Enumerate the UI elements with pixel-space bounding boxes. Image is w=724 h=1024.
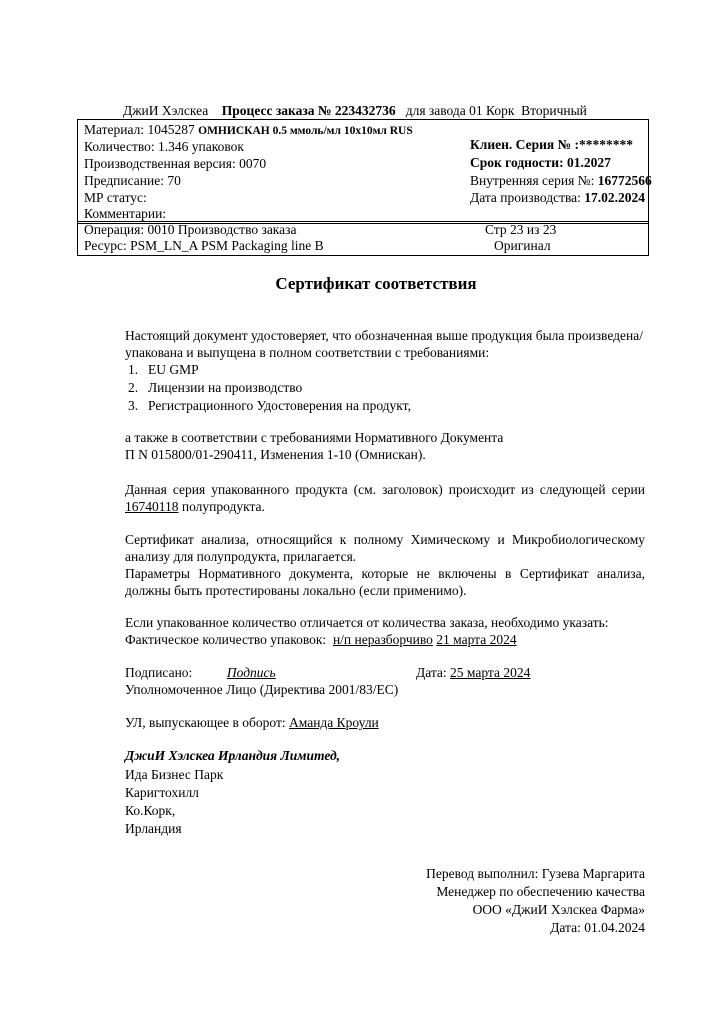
translator-date: Дата: 01.04.2024	[550, 920, 645, 935]
production-date	[470, 190, 645, 206]
list-number: 1.	[128, 362, 139, 377]
header-company: ДжиИ Хэлскеа	[123, 103, 209, 118]
operation-box	[77, 221, 649, 256]
signed-date-value: 25 марта 2024	[450, 665, 531, 680]
address-line: Ида Бизнес Парк	[125, 767, 224, 782]
normative-line-1: а также в соответствии с требованиями Нормативного Документа	[125, 430, 504, 445]
resource-line: Ресурс: PSM_LN_A PSM Packaging line B	[84, 238, 324, 253]
actual-quantity-label: Фактическое количество упаковок:	[125, 632, 327, 647]
translator-company: ООО «ДжиИ Хэлскеа Фарма»	[472, 902, 645, 917]
address-line: Ирландия	[125, 821, 182, 836]
original-label: Оригинал	[494, 238, 551, 253]
client-series: Клиен. Серия № :********	[470, 137, 633, 152]
actual-quantity-value: н/п неразборчиво	[332, 632, 433, 647]
released-by-line	[125, 715, 379, 731]
list-item	[128, 379, 411, 397]
series-suffix: полупродукта.	[178, 499, 265, 514]
quantity-line: Количество: 1.346 упаковок	[84, 139, 244, 154]
translator-position: Менеджер по обеспечению качества	[436, 884, 645, 899]
prod-version-line: Производственная версия: 0070	[84, 156, 267, 171]
translator-block	[426, 865, 645, 937]
released-by-label: УЛ, выпускающее в оборот:	[125, 715, 286, 730]
list-text: Регистрационного Удостоверения на продукт,	[148, 398, 411, 413]
signature-value: Подпись	[226, 665, 276, 680]
material-code: 1045287	[147, 122, 195, 137]
address-line: Ко.Корк,	[125, 803, 176, 818]
prescription-line: Предписание: 70	[84, 173, 181, 188]
released-by-name: Аманда Кроули	[289, 715, 379, 730]
translator-name: Перевод выполнил: Гузева Маргарита	[426, 866, 645, 881]
analysis-paragraph: Сертификат анализа, относящийся к полному Химическому и Микробиологическому анализу для полупродукта, прилагается.	[125, 532, 645, 564]
signed-line	[125, 665, 310, 681]
params-paragraph: Параметры Нормативного документа, которые не включены в Сертификат анализа, должны быть протестированы локально (если применимо).	[125, 566, 645, 598]
normative-line-2: П N 015800/01-290411, Изменения 1-10 (Омнискан).	[125, 447, 426, 462]
operation-line: Операция: 0010 Производство заказа	[84, 222, 297, 237]
internal-series	[470, 173, 652, 189]
intro-paragraph: Настоящий документ удостоверяет, что обозначенная выше продукция была произведена/ упакована и выпущена в полном соответствии с требованиями:	[125, 328, 643, 360]
requirements-list	[128, 361, 411, 415]
material-line	[84, 122, 413, 138]
series-text: Данная серия упакованного продукта (см. заголовок) происходит из следующей серии	[125, 482, 645, 497]
company-address	[125, 766, 223, 838]
material-label: Материал:	[84, 122, 145, 137]
material-name: ОМНИСКАН 0.5 ммоль/мл 10x10мл RUS	[198, 125, 413, 137]
production-date-label: Дата производства:	[470, 190, 581, 205]
header-copy-type: Вторичный	[521, 103, 587, 118]
document-header	[123, 103, 587, 119]
signed-date-label: Дата:	[416, 665, 447, 680]
address-line: Каригтохилл	[125, 785, 199, 800]
actual-quantity-date: 21 марта 2024	[436, 632, 517, 647]
list-text: Лицензии на производство	[148, 380, 303, 395]
material-info-box	[77, 119, 652, 224]
header-plant: для завода 01 Корк	[405, 103, 515, 118]
comments-line: Комментарии:	[84, 206, 167, 221]
company-name: ДжиИ Хэлскеа Ирландия Лимитед,	[125, 748, 341, 763]
quantity-note: Если упакованное количество отличается от количества заказа, необходимо указать:	[125, 615, 609, 630]
production-date-value: 17.02.2024	[584, 190, 646, 205]
expiry-date: Срок годности: 01.2027	[470, 155, 611, 170]
list-item	[128, 361, 411, 379]
series-paragraph	[125, 481, 645, 515]
signed-label: Подписано:	[125, 665, 193, 680]
mp-status-line: МР статус:	[84, 190, 147, 205]
list-number: 3.	[128, 398, 139, 413]
list-text: EU GMP	[148, 362, 199, 377]
signed-date	[416, 665, 530, 681]
actual-quantity-line	[125, 632, 517, 648]
page-title: Сертификат соответствия	[275, 274, 477, 293]
series-number: 16740118	[125, 499, 179, 514]
internal-series-label: Внутренняя серия №:	[470, 173, 595, 188]
list-item	[128, 397, 411, 415]
header-process-order: Процесс заказа № 223432736	[221, 103, 396, 118]
internal-series-value: 16772566	[597, 173, 652, 188]
list-number: 2.	[128, 380, 139, 395]
page-number: Стр 23 из 23	[485, 222, 557, 237]
qualified-person-line: Уполномоченное Лицо (Директива 2001/83/ЕС)	[125, 682, 399, 697]
